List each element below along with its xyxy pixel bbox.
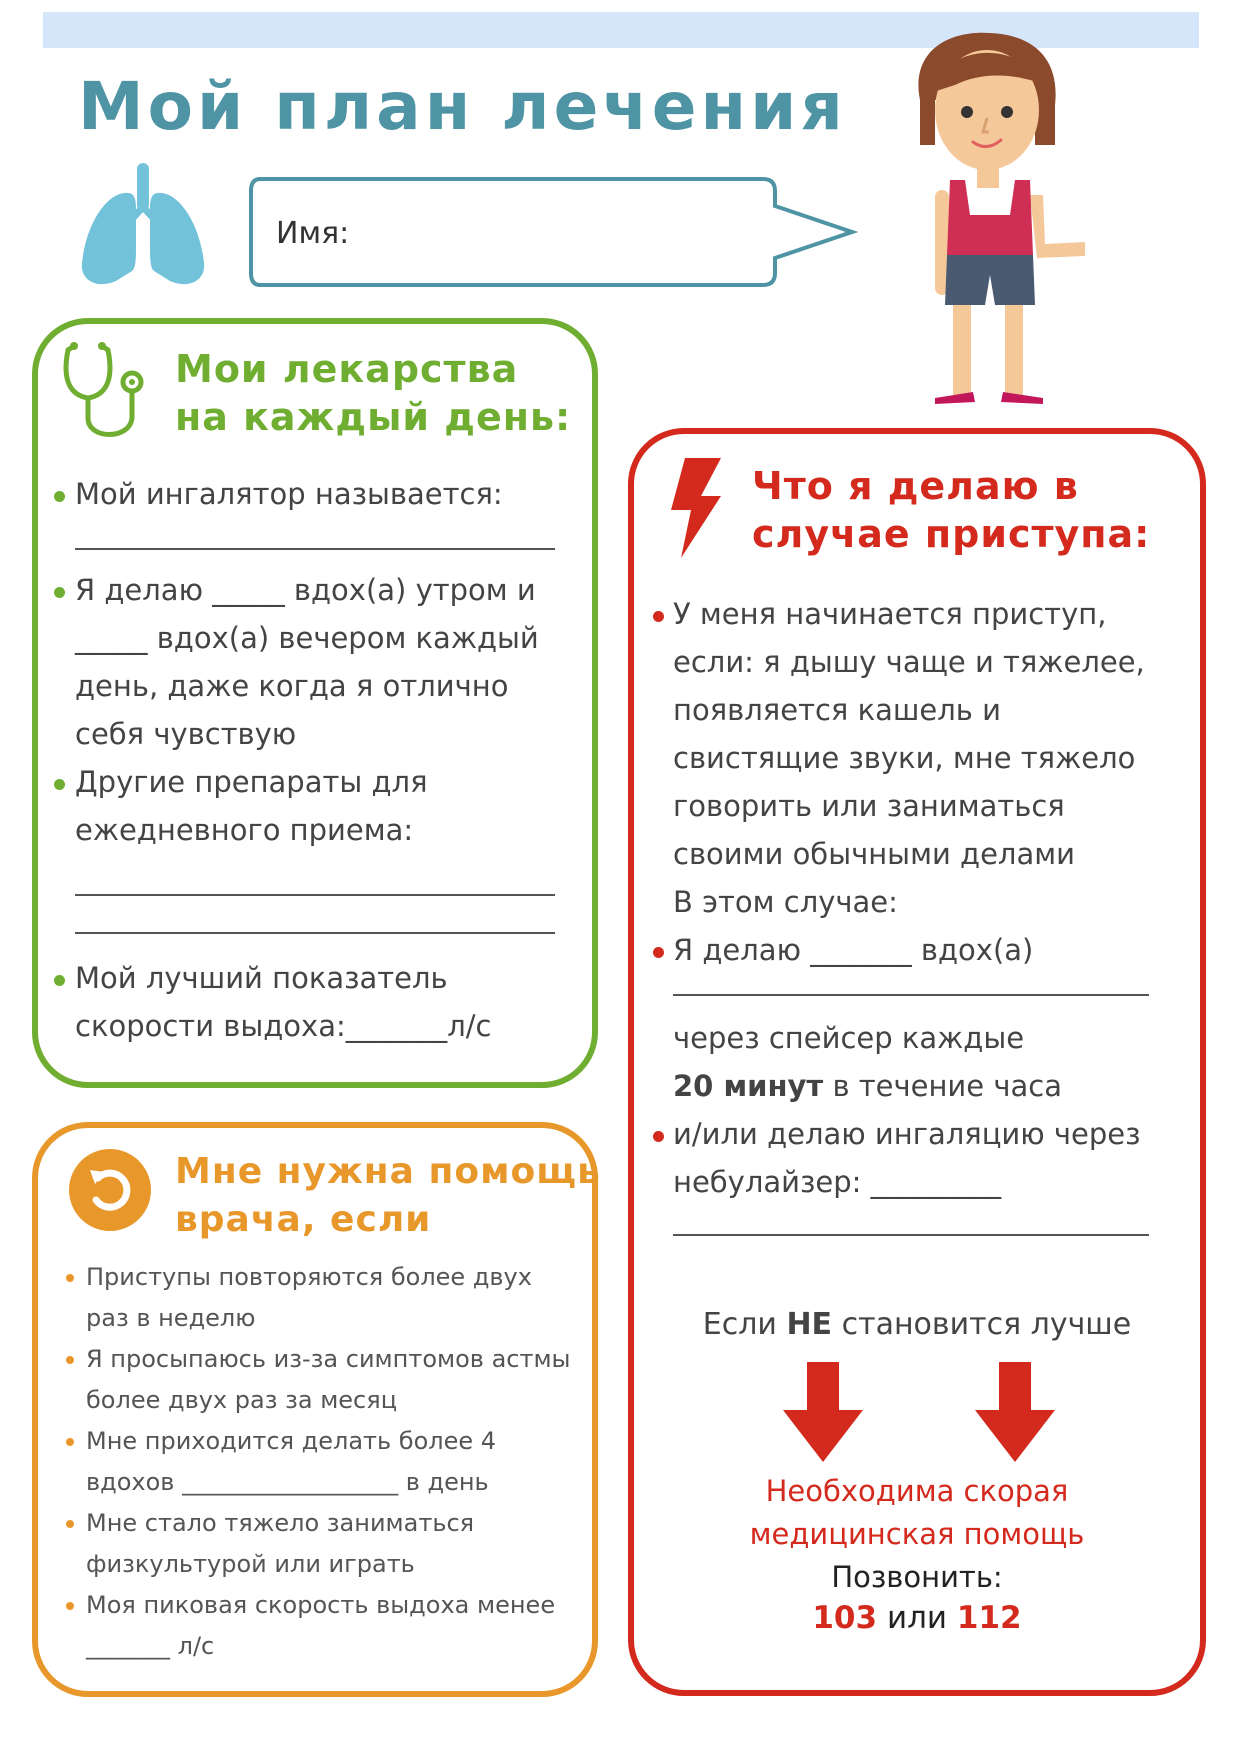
list-item: Мой лучший показатель скорости выдоха:_______л/с bbox=[75, 954, 580, 1050]
list-item: Мне приходится делать более 4 вдохов __________________ в день bbox=[86, 1421, 576, 1503]
phone-number[interactable]: 112 bbox=[956, 1600, 1022, 1636]
fill-in-line[interactable] bbox=[673, 994, 1149, 996]
list-item: Я делаю _____ вдох(а) утром и _____ вдох(а) вечером каждый день, даже когда я отлично себя чувствую bbox=[75, 566, 580, 758]
list-item: В этом случае: bbox=[673, 885, 898, 919]
list-item: У меня начинается приступ, если: я дышу чаще и тяжелее, появляется кашель и свистящие звуки, мне тяжело говорить или заниматься своими обычными делами bbox=[673, 590, 1168, 878]
fill-in-line[interactable] bbox=[673, 1234, 1149, 1236]
arrow-down-icon bbox=[975, 1362, 1055, 1462]
list-item: Я делаю _______ вдох(а) bbox=[673, 926, 1168, 996]
medications-heading: Мои лекарства на каждый день: bbox=[175, 347, 572, 439]
if-not-better-text: Если НЕ становится лучше bbox=[702, 1307, 1132, 1342]
call-label: Позвонить: bbox=[831, 1560, 1003, 1594]
emergency-text: Необходима скорая медицинская помощь bbox=[749, 1474, 1085, 1551]
girl-illustration bbox=[895, 30, 1095, 425]
list-item: Другие препараты для ежедневного приема: bbox=[75, 758, 580, 934]
doctor-heading: Мне нужна помощь врача, если bbox=[175, 1151, 601, 1240]
lungs-icon bbox=[78, 163, 208, 288]
attack-heading: Что я делаю в случае приступа: bbox=[752, 464, 1151, 556]
list-item: Я просыпаюсь из-за симптомов астмы более двух раз за месяц bbox=[86, 1339, 576, 1421]
list-item: и/или делаю ингаляцию через небулайзер: _________ bbox=[673, 1110, 1168, 1236]
phone-number[interactable]: 103 bbox=[812, 1600, 878, 1636]
doctor-conditions-list bbox=[86, 1257, 576, 1667]
name-label: Имя: bbox=[276, 216, 350, 251]
page-title: Мой план лечения bbox=[78, 68, 847, 145]
lightning-icon bbox=[663, 458, 725, 558]
list-item: Мне стало тяжело заниматься физкультурой или играть bbox=[86, 1503, 576, 1585]
attack-steps-list bbox=[673, 590, 1168, 1254]
medications-list bbox=[75, 470, 580, 1050]
list-item: Мой ингалятор называется: bbox=[75, 470, 580, 550]
list-item: Приступы повторяются более двух раз в неделю bbox=[86, 1257, 576, 1339]
fill-in-line[interactable] bbox=[75, 932, 555, 934]
refresh-icon bbox=[68, 1148, 152, 1232]
list-item: Моя пиковая скорость выдоха менее _______ л/с bbox=[86, 1585, 576, 1667]
fill-in-line[interactable] bbox=[75, 894, 555, 896]
fill-in-line[interactable] bbox=[75, 548, 555, 550]
stethoscope-icon bbox=[60, 340, 155, 440]
emergency-numbers: 103 или 112 bbox=[812, 1600, 1022, 1636]
list-item: через спейсер каждые 20 минут в течение часа bbox=[673, 1021, 1062, 1103]
arrow-down-icon bbox=[783, 1362, 863, 1462]
